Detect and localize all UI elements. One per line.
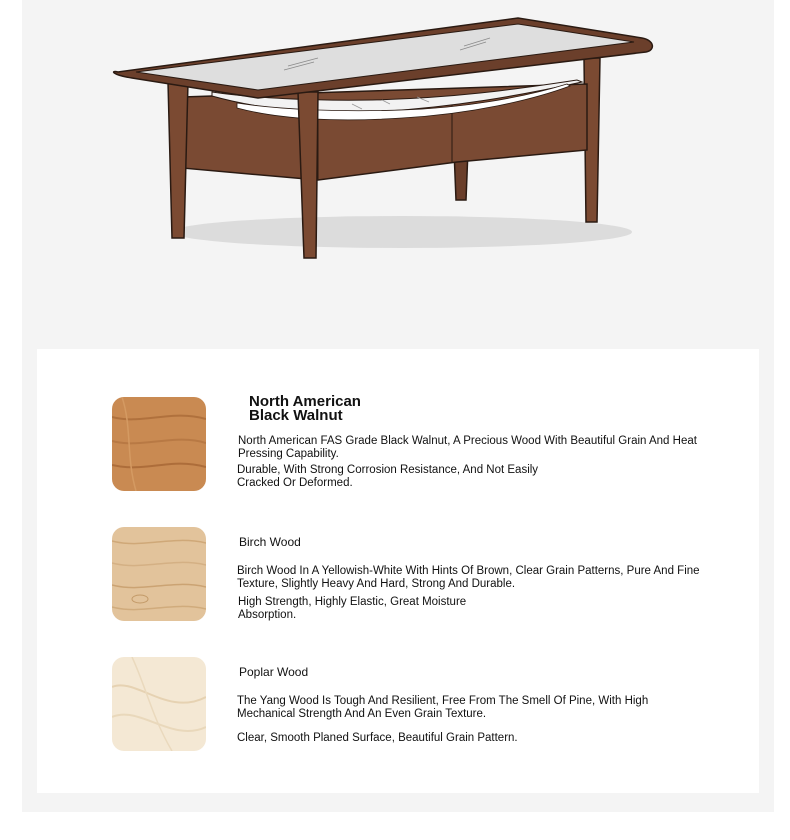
poplar-desc-2: Clear, Smooth Planed Surface, Beautiful Grain Pattern. [237,732,518,744]
product-image [22,0,774,340]
page-frame [22,0,774,812]
poplar-desc-1: The Yang Wood Is Tough And Resilient, Free From The Smell Of Pine, With High Mechanical Strength And An Even Grain Texture. [237,695,649,720]
walnut-title [249,395,361,423]
walnut-swatch [112,397,206,491]
walnut-title-line2: Black Walnut [249,407,343,424]
walnut-desc-1: North American FAS Grade Black Walnut, A Precious Wood With Beautiful Grain And Heat Pressing Capability. [238,435,697,460]
walnut-title-line1: North American [249,393,361,410]
birch-title: Birch Wood [239,535,301,549]
birch-desc-1: Birch Wood In A Yellowish-White With Hints Of Brown, Clear Grain Patterns, Pure And Fine Texture, Slightly Heavy And Hard, Strong And Durable. [237,565,700,590]
birch-swatch [112,527,206,621]
poplar-swatch [112,657,206,751]
coffee-table-illustration [22,0,774,340]
materials-card [37,349,759,793]
poplar-title: Poplar Wood [239,665,309,679]
walnut-desc-2: Durable, With Strong Corrosion Resistance, And Not Easily Cracked Or Deformed. [237,464,539,489]
birch-desc-2: High Strength, Highly Elastic, Great Moisture Absorption. [238,596,467,621]
